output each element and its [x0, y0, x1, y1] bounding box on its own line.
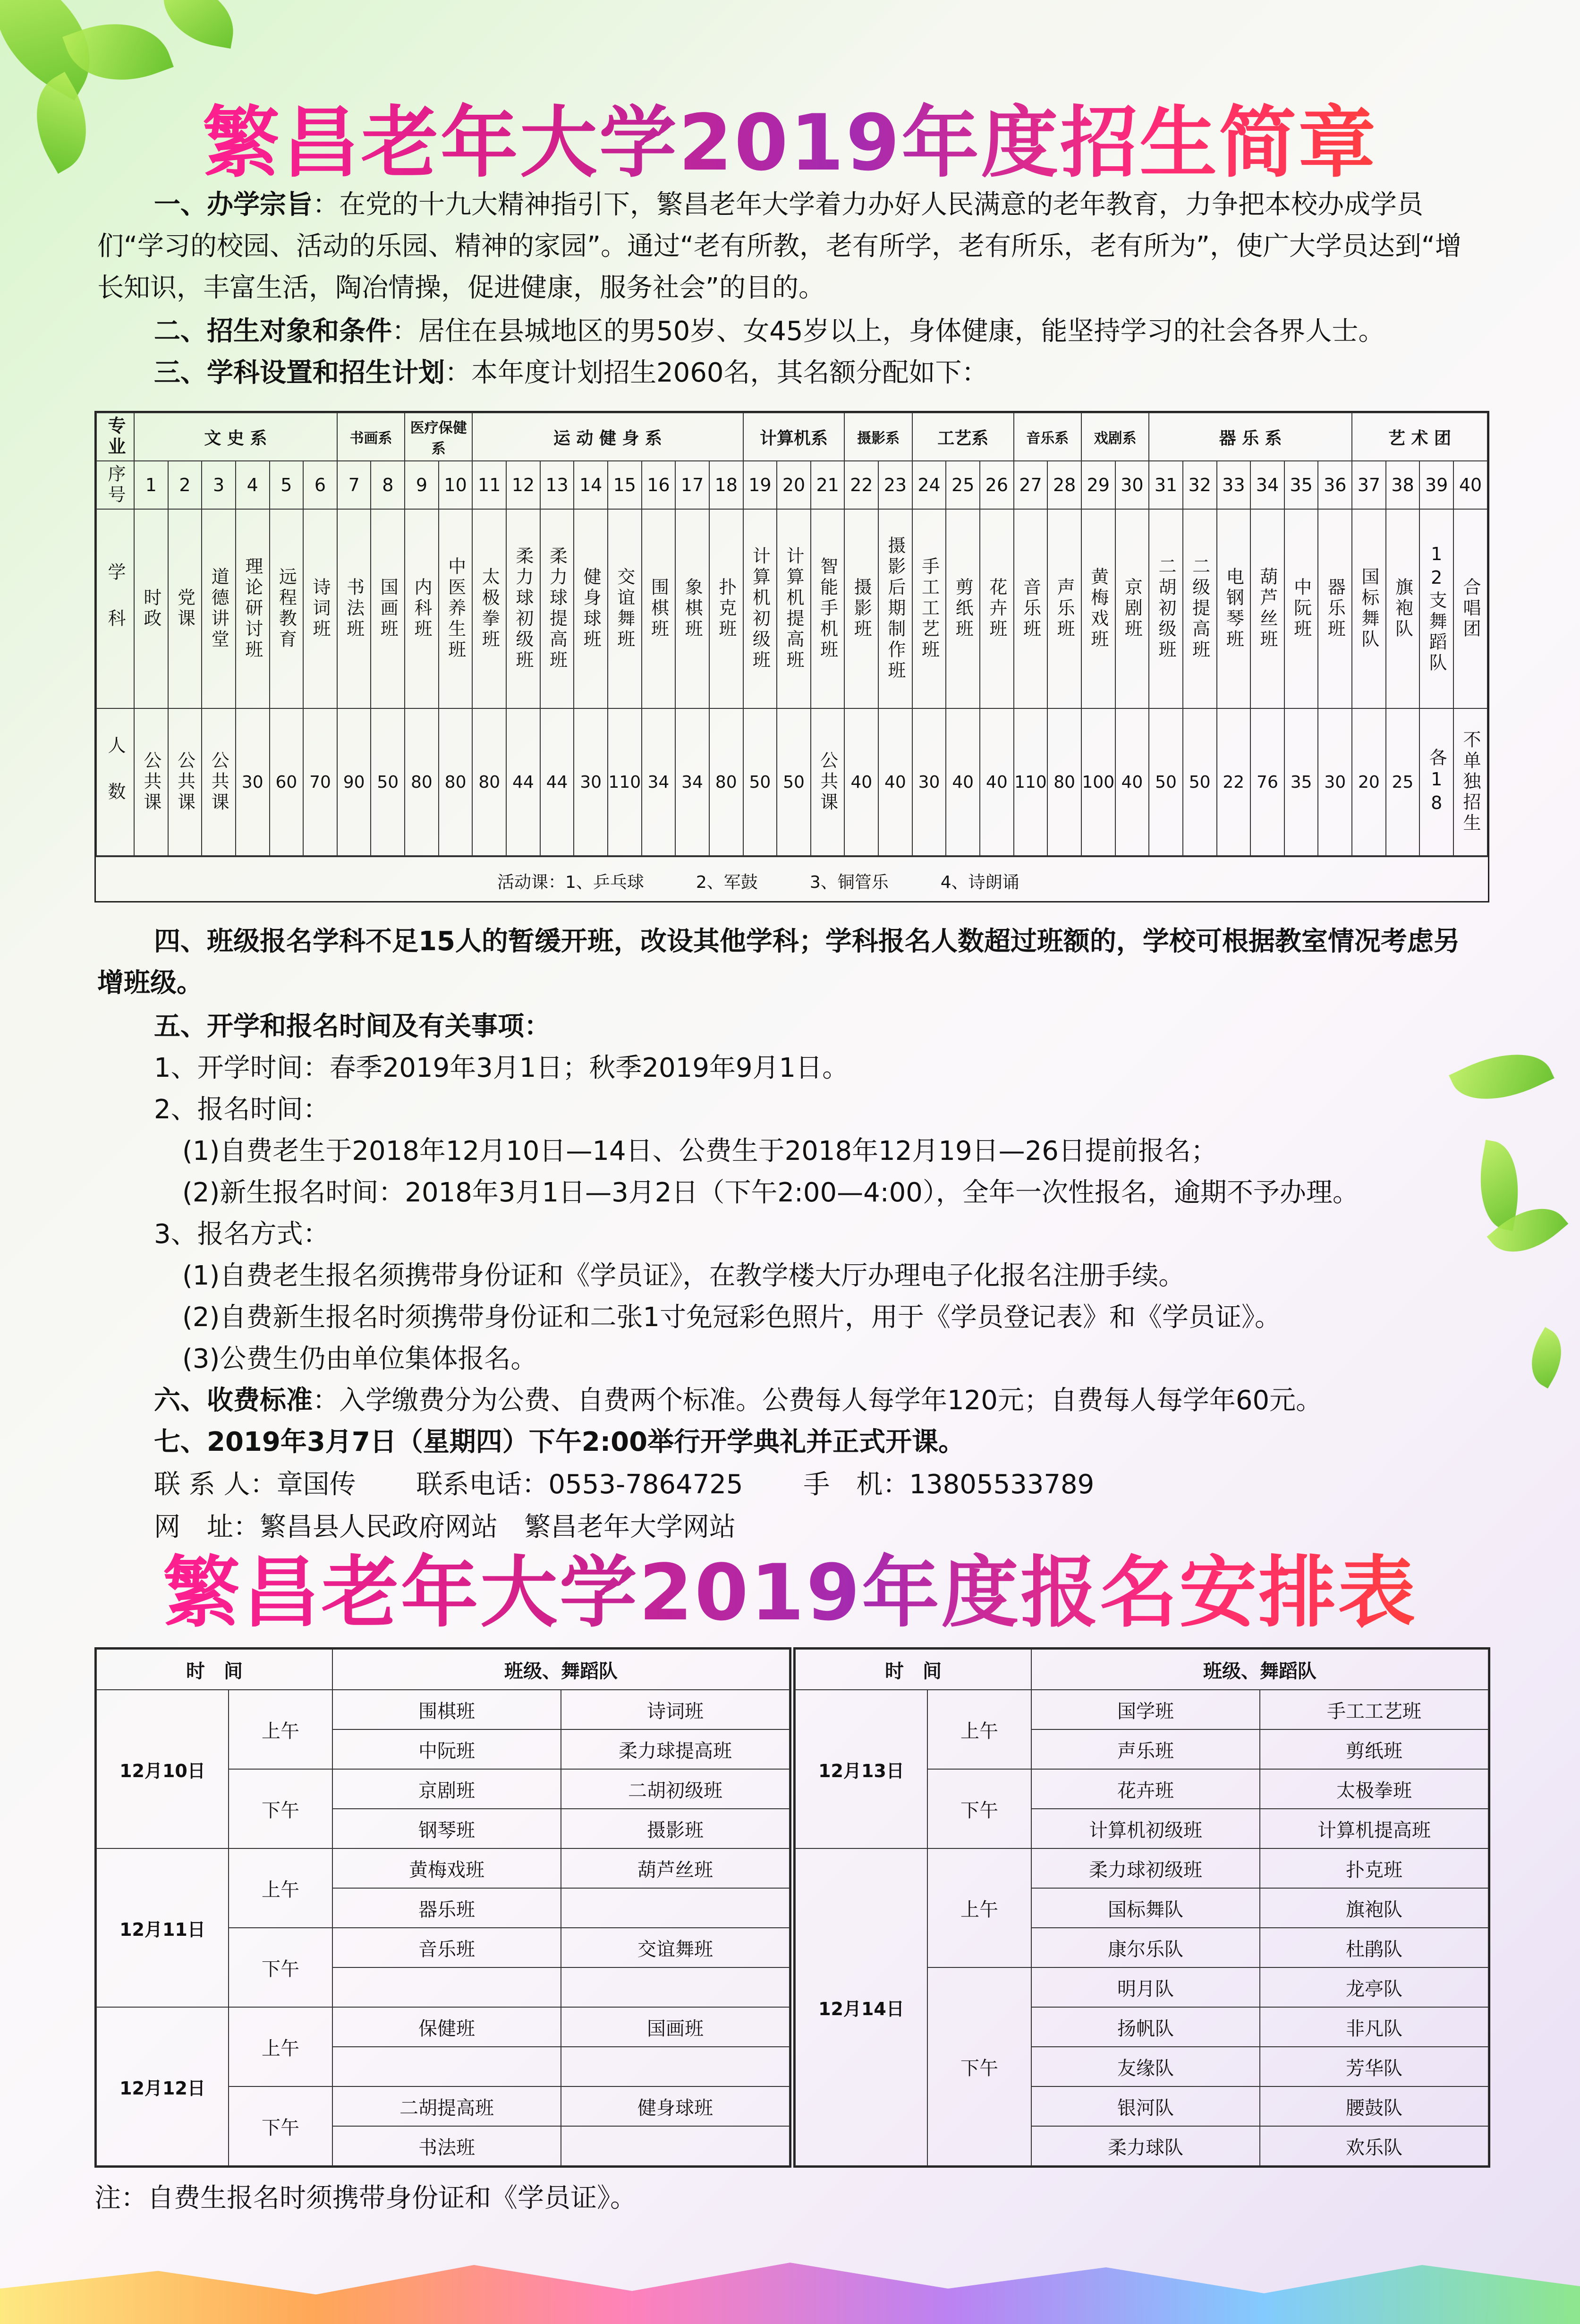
- count-cell: 76: [1250, 708, 1284, 856]
- section-5-item: (2)新生报名时间：2018年3月1日—3月2日（下午2:00—4:00），全年一次性报名，逾期不予办理。: [182, 1177, 1359, 1208]
- subject-cell: 二级提高班: [1183, 509, 1217, 708]
- subject-cell: 黄梅戏班: [1081, 509, 1115, 708]
- number-cell: 14: [574, 461, 608, 509]
- subject-cell: 中医养生班: [439, 509, 473, 708]
- subject-cell: 柔力球初级班: [506, 509, 540, 708]
- subject-cell: 声乐班: [1047, 509, 1081, 708]
- subject-cell: 远程教育: [270, 509, 304, 708]
- subject-cell: 书法班: [337, 509, 371, 708]
- subject-cell: 京剧班: [1115, 509, 1149, 708]
- count-row: [96, 708, 1487, 856]
- number-cell: 30: [1115, 461, 1149, 509]
- number-cell: 2: [168, 461, 202, 509]
- section-4: 四、班级报名学科不足15人的暂缓开班，改设其他学科；学科报名人数超过班额的，学校可根据教室情况考虑另增班级。: [97, 926, 1460, 998]
- schedule-class: 银河队: [1031, 2086, 1260, 2126]
- number-cell: 9: [405, 461, 439, 509]
- footer-note: 注：自费生报名时须携带身份证和《学员证》。: [94, 2183, 637, 2213]
- number-cell: 36: [1318, 461, 1352, 509]
- schedule-class: 黄梅戏班: [332, 1848, 561, 1888]
- enrollment-table: [94, 411, 1489, 902]
- schedule-date: 12月12日: [96, 2007, 229, 2166]
- activity-item: 2、军鼓: [696, 872, 758, 892]
- schedule-row: [96, 2007, 790, 2047]
- schedule-class: 旗袍队: [1260, 1888, 1488, 1928]
- schedule-class: 围棋班: [332, 1690, 561, 1729]
- number-cell: 26: [980, 461, 1014, 509]
- count-cell: 50: [1183, 708, 1217, 856]
- number-cell: 37: [1352, 461, 1386, 509]
- number-cell: 40: [1453, 461, 1487, 509]
- activities-row: [96, 856, 1488, 904]
- count-cell: 80: [709, 708, 743, 856]
- row-label: 序号: [96, 461, 134, 509]
- number-cell: 12: [506, 461, 540, 509]
- number-cell: 38: [1386, 461, 1420, 509]
- count-cell: 公共课: [202, 708, 236, 856]
- department-cell: 工艺系: [912, 413, 1014, 461]
- schedule-class: [332, 2047, 561, 2086]
- schedule-period: 下午: [229, 1769, 332, 1848]
- schedule-class: 二胡提高班: [332, 2086, 561, 2126]
- subject-cell: 扑克班: [709, 509, 743, 708]
- row-label: 人数: [96, 708, 134, 856]
- section-5-item: 1、开学时间：春季2019年3月1日；秋季2019年9月1日。: [154, 1053, 849, 1083]
- s1-label: 一、办学宗旨: [154, 189, 313, 220]
- plan-section: [97, 352, 1486, 394]
- schedule-class: [332, 1967, 561, 2007]
- schedule-class: 腰鼓队: [1260, 2086, 1488, 2126]
- count-cell: 30: [1318, 708, 1352, 856]
- schedule-class: 国标舞队: [1031, 1888, 1260, 1928]
- schedule-period: 下午: [229, 1928, 332, 2007]
- section-5-item: (1)自费老生于2018年12月10日—14日、公费生于2018年12月19日—26日提前报名；: [182, 1136, 1217, 1166]
- number-cell: 35: [1284, 461, 1318, 509]
- schedule-class: 声乐班: [1031, 1729, 1260, 1769]
- subject-cell: 时政: [134, 509, 168, 708]
- page-title: 繁昌老年大学2019年度招生简章: [202, 98, 1378, 188]
- schedule-class: [561, 2126, 790, 2166]
- number-cell: 10: [439, 461, 473, 509]
- schedule-row: [96, 1848, 790, 1888]
- schedule-date: 12月11日: [96, 1848, 229, 2007]
- activity-item: 3、铜管乐: [809, 872, 889, 892]
- schedule-row: [795, 1690, 1488, 1729]
- contact-person: 联 系 人：章国传: [154, 1469, 356, 1500]
- subject-cell: 中阮班: [1284, 509, 1318, 708]
- count-cell: 40: [946, 708, 980, 856]
- department-row: [96, 413, 1487, 461]
- subject-cell: 计算机提高班: [777, 509, 811, 708]
- count-cell: 各18: [1419, 708, 1453, 856]
- row-label: 学科: [96, 509, 134, 708]
- schedule-class: 龙亭队: [1260, 1967, 1488, 2007]
- number-cell: 11: [472, 461, 506, 509]
- schedule-period: 上午: [927, 1848, 1031, 1967]
- number-cell: 29: [1081, 461, 1115, 509]
- contact-phone: 联系电话：0553-7864725: [416, 1469, 743, 1500]
- schedule-class: 计算机初级班: [1031, 1809, 1260, 1848]
- department-cell: 运 动 健 身 系: [472, 413, 743, 461]
- subject-row: [96, 509, 1487, 708]
- department-cell: 摄影系: [844, 413, 912, 461]
- section-5-item: 2、报名时间：: [154, 1094, 330, 1125]
- count-cell: 公共课: [811, 708, 845, 856]
- schedule-class: 健身球班: [561, 2086, 790, 2126]
- subject-cell: 旗袍队: [1386, 509, 1420, 708]
- s3-label: 三、学科设置和招生计划: [154, 358, 445, 388]
- count-cell: 公共课: [168, 708, 202, 856]
- subject-cell: 道德讲堂: [202, 509, 236, 708]
- schedule-class: 诗词班: [561, 1690, 790, 1729]
- subject-cell: 智能手机班: [811, 509, 845, 708]
- intro-section: [97, 184, 1486, 309]
- schedule-class: 欢乐队: [1260, 2126, 1488, 2166]
- subject-cell: 国画班: [371, 509, 405, 708]
- subject-cell: 音乐班: [1014, 509, 1048, 708]
- schedule-row: [795, 1848, 1488, 1888]
- schedule-period: 上午: [927, 1690, 1031, 1769]
- department-cell: 医疗保健系: [405, 413, 472, 461]
- number-cell: 19: [743, 461, 777, 509]
- schedule-class: 芳华队: [1260, 2047, 1488, 2086]
- count-cell: 25: [1386, 708, 1420, 856]
- s3-text: ：本年度计划招生2060名，其名额分配如下：: [445, 358, 988, 388]
- count-cell: 100: [1081, 708, 1115, 856]
- section-5-title: 五、开学和报名时间及有关事项：: [154, 1011, 551, 1042]
- header-class: 班级、舞蹈队: [332, 1649, 790, 1690]
- row-label: 专业: [96, 413, 134, 461]
- number-cell: 13: [540, 461, 574, 509]
- count-cell: 30: [236, 708, 270, 856]
- department-cell: 计算机系: [743, 413, 845, 461]
- count-cell: 50: [1149, 708, 1183, 856]
- number-cell: 34: [1250, 461, 1284, 509]
- schedule-class: 花卉班: [1031, 1769, 1260, 1809]
- number-cell: 18: [709, 461, 743, 509]
- number-cell: 7: [337, 461, 371, 509]
- schedule-class: 友缘队: [1031, 2047, 1260, 2086]
- number-cell: 39: [1419, 461, 1453, 509]
- number-cell: 1: [134, 461, 168, 509]
- count-cell: 110: [1014, 708, 1048, 856]
- count-cell: 40: [1115, 708, 1149, 856]
- subject-cell: 电钢琴班: [1217, 509, 1251, 708]
- schedule-class: [561, 1967, 790, 2007]
- contact-line: [154, 1464, 1542, 1506]
- number-cell: 3: [202, 461, 236, 509]
- schedule-class: 交谊舞班: [561, 1928, 790, 1967]
- subject-cell: 健身球班: [574, 509, 608, 708]
- schedule-class: 国画班: [561, 2007, 790, 2047]
- count-cell: 44: [506, 708, 540, 856]
- section-5-item: (3)公费生仍由单位集体报名。: [182, 1344, 537, 1374]
- count-cell: 50: [743, 708, 777, 856]
- schedule-class: [561, 1888, 790, 1928]
- count-cell: 20: [1352, 708, 1386, 856]
- count-cell: 40: [878, 708, 912, 856]
- schedule-class: 书法班: [332, 2126, 561, 2166]
- schedule-table-right: [793, 1647, 1490, 2168]
- section-5-item: (2)自费新生报名时须携带身份证和二张1寸免冠彩色照片，用于《学员登记表》和《学员证》。: [182, 1302, 1281, 1333]
- count-cell: 70: [303, 708, 337, 856]
- subject-cell: 国标舞队: [1352, 509, 1386, 708]
- subject-cell: 12支舞蹈队: [1419, 509, 1453, 708]
- number-cell: 25: [946, 461, 980, 509]
- schedule-class: 摄影班: [561, 1809, 790, 1848]
- count-cell: 公共课: [134, 708, 168, 856]
- count-cell: 35: [1284, 708, 1318, 856]
- number-cell: 28: [1047, 461, 1081, 509]
- department-cell: 音乐系: [1014, 413, 1081, 461]
- subject-cell: 摄影班: [844, 509, 878, 708]
- department-cell: 戏剧系: [1081, 413, 1149, 461]
- number-cell: 31: [1149, 461, 1183, 509]
- schedule-class: 扬帆队: [1031, 2007, 1260, 2047]
- website-line: 网 址：繁昌县人民政府网站 繁昌老年大学网站: [154, 1512, 736, 1542]
- count-cell: 80: [472, 708, 506, 856]
- number-cell: 23: [878, 461, 912, 509]
- schedule-class: 明月队: [1031, 1967, 1260, 2007]
- number-cell: 16: [642, 461, 676, 509]
- schedule-class: 柔力球初级班: [1031, 1848, 1260, 1888]
- number-cell: 6: [303, 461, 337, 509]
- number-cell: 5: [270, 461, 304, 509]
- subject-cell: 合唱团: [1453, 509, 1487, 708]
- schedule-class: 保健班: [332, 2007, 561, 2047]
- subject-cell: 交谊舞班: [608, 509, 642, 708]
- department-cell: 文 史 系: [134, 413, 337, 461]
- schedule-class: 二胡初级班: [561, 1769, 790, 1809]
- schedule-class: 柔力球队: [1031, 2126, 1260, 2166]
- number-cell: 17: [675, 461, 709, 509]
- schedule-period: 下午: [927, 1967, 1031, 2166]
- section-7: 七、2019年3月7日（星期四）下午2:00举行开学典礼并正式开课。: [154, 1427, 965, 1457]
- schedule-class: 柔力球提高班: [561, 1729, 790, 1769]
- count-cell: 50: [777, 708, 811, 856]
- number-cell: 4: [236, 461, 270, 509]
- schedule-header: [96, 1649, 790, 1690]
- s6-label: 六、收费标准: [154, 1385, 313, 1416]
- schedule-period: 上午: [229, 1848, 332, 1928]
- count-cell: 44: [540, 708, 574, 856]
- schedule-date: 12月14日: [795, 1848, 927, 2166]
- s2-label: 二、招生对象和条件: [154, 316, 392, 347]
- subject-cell: 党课: [168, 509, 202, 708]
- schedule-class: 手工工艺班: [1260, 1690, 1488, 1729]
- subject-cell: 手工工艺班: [912, 509, 946, 708]
- subject-cell: 花卉班: [980, 509, 1014, 708]
- section-5-item: 3、报名方式：: [154, 1219, 330, 1250]
- schedule-class: [561, 2047, 790, 2086]
- schedule-class: 中阮班: [332, 1729, 561, 1769]
- number-cell: 8: [371, 461, 405, 509]
- count-cell: 34: [675, 708, 709, 856]
- activity-item: 活动课：1、乒乓球: [497, 872, 644, 892]
- count-cell: 22: [1217, 708, 1251, 856]
- schedule-period: 上午: [229, 1690, 332, 1769]
- schedule-class: 剪纸班: [1260, 1729, 1488, 1769]
- subject-cell: 柔力球提高班: [540, 509, 574, 708]
- schedule-class: 非凡队: [1260, 2007, 1488, 2047]
- department-cell: 器 乐 系: [1149, 413, 1352, 461]
- count-cell: 30: [574, 708, 608, 856]
- number-cell: 24: [912, 461, 946, 509]
- schedule-class: 葫芦丝班: [561, 1848, 790, 1888]
- section-6: [154, 1380, 1542, 1422]
- department-cell: 书画系: [337, 413, 405, 461]
- number-cell: 27: [1014, 461, 1048, 509]
- schedule-class: 钢琴班: [332, 1809, 561, 1848]
- number-cell: 15: [608, 461, 642, 509]
- s1-text: ：在党的十九大精神指引下，繁昌老年大学着力办好人民满意的老年教育，力争把本校办成学员们“学习的校园、活动的乐园、精神的家园”。通过“老有所教，老有所学，老有所乐，老有所为”，使广大学员达到“增长知识，丰富生活，陶冶情操，促进健康，服务社会”的目的。: [97, 189, 1462, 303]
- subject-cell: 剪纸班: [946, 509, 980, 708]
- header-class: 班级、舞蹈队: [1031, 1649, 1488, 1690]
- count-cell: 110: [608, 708, 642, 856]
- s2-text: ：居住在县城地区的男50岁、女45岁以上，身体健康，能坚持学习的社会各界人士。: [392, 316, 1385, 347]
- flower-border-decoration: [0, 2206, 1580, 2324]
- subject-cell: 葫芦丝班: [1250, 509, 1284, 708]
- schedule-class: 太极拳班: [1260, 1769, 1488, 1809]
- schedule-class: 杜鹃队: [1260, 1928, 1488, 1967]
- number-cell: 22: [844, 461, 878, 509]
- schedule-class: 器乐班: [332, 1888, 561, 1928]
- count-cell: 90: [337, 708, 371, 856]
- schedule-date: 12月10日: [96, 1690, 229, 1848]
- schedule-period: 下午: [927, 1769, 1031, 1848]
- requirements-section: [97, 311, 1486, 352]
- count-cell: 80: [439, 708, 473, 856]
- number-cell: 20: [777, 461, 811, 509]
- subject-cell: 二胡初级班: [1149, 509, 1183, 708]
- schedule-date: 12月13日: [795, 1690, 927, 1848]
- count-cell: 50: [371, 708, 405, 856]
- schedule-class: 国学班: [1031, 1690, 1260, 1729]
- number-cell: 32: [1183, 461, 1217, 509]
- subject-cell: 器乐班: [1318, 509, 1352, 708]
- subject-cell: 围棋班: [642, 509, 676, 708]
- count-cell: 30: [912, 708, 946, 856]
- schedule-period: 下午: [229, 2086, 332, 2166]
- count-cell: 34: [642, 708, 676, 856]
- schedule-row: [96, 1690, 790, 1729]
- count-cell: 不单独招生: [1453, 708, 1487, 856]
- schedule-title: 繁昌老年大学2019年度报名安排表: [162, 1548, 1418, 1638]
- activity-item: 4、诗朗诵: [940, 872, 1019, 892]
- schedule-class: 京剧班: [332, 1769, 561, 1809]
- subject-cell: 理论研讨班: [236, 509, 270, 708]
- count-cell: 80: [405, 708, 439, 856]
- department-cell: 艺 术 团: [1352, 413, 1487, 461]
- count-cell: 80: [1047, 708, 1081, 856]
- count-cell: 40: [844, 708, 878, 856]
- subject-cell: 太极拳班: [472, 509, 506, 708]
- header-time: 时 间: [96, 1649, 332, 1690]
- schedule-class: 音乐班: [332, 1928, 561, 1967]
- schedule-class: 计算机提高班: [1260, 1809, 1488, 1848]
- schedule-period: 上午: [229, 2007, 332, 2086]
- number-cell: 33: [1217, 461, 1251, 509]
- schedule-table-left: [94, 1647, 791, 2168]
- count-cell: 40: [980, 708, 1014, 856]
- number-cell: 21: [811, 461, 845, 509]
- section-5-item: (1)自费老生报名须携带身份证和《学员证》，在教学楼大厅办理电子化报名注册手续。: [182, 1260, 1185, 1291]
- subject-cell: 内科班: [405, 509, 439, 708]
- s6-text: ：入学缴费分为公费、自费两个标准。公费每人每学年120元；自费每人每学年60元。: [313, 1385, 1323, 1416]
- subject-cell: 摄影后期制作班: [878, 509, 912, 708]
- number-row: [96, 461, 1487, 509]
- schedule-header: [795, 1649, 1488, 1690]
- contact-mobile: 手 机：13805533789: [803, 1469, 1095, 1500]
- count-cell: 60: [270, 708, 304, 856]
- schedule-class: 康尔乐队: [1031, 1928, 1260, 1967]
- header-time: 时 间: [795, 1649, 1031, 1690]
- subject-cell: 诗词班: [303, 509, 337, 708]
- subject-cell: 象棋班: [675, 509, 709, 708]
- leaf-decoration: [156, 0, 240, 49]
- subject-cell: 计算机初级班: [743, 509, 777, 708]
- schedule-class: 扑克班: [1260, 1848, 1488, 1888]
